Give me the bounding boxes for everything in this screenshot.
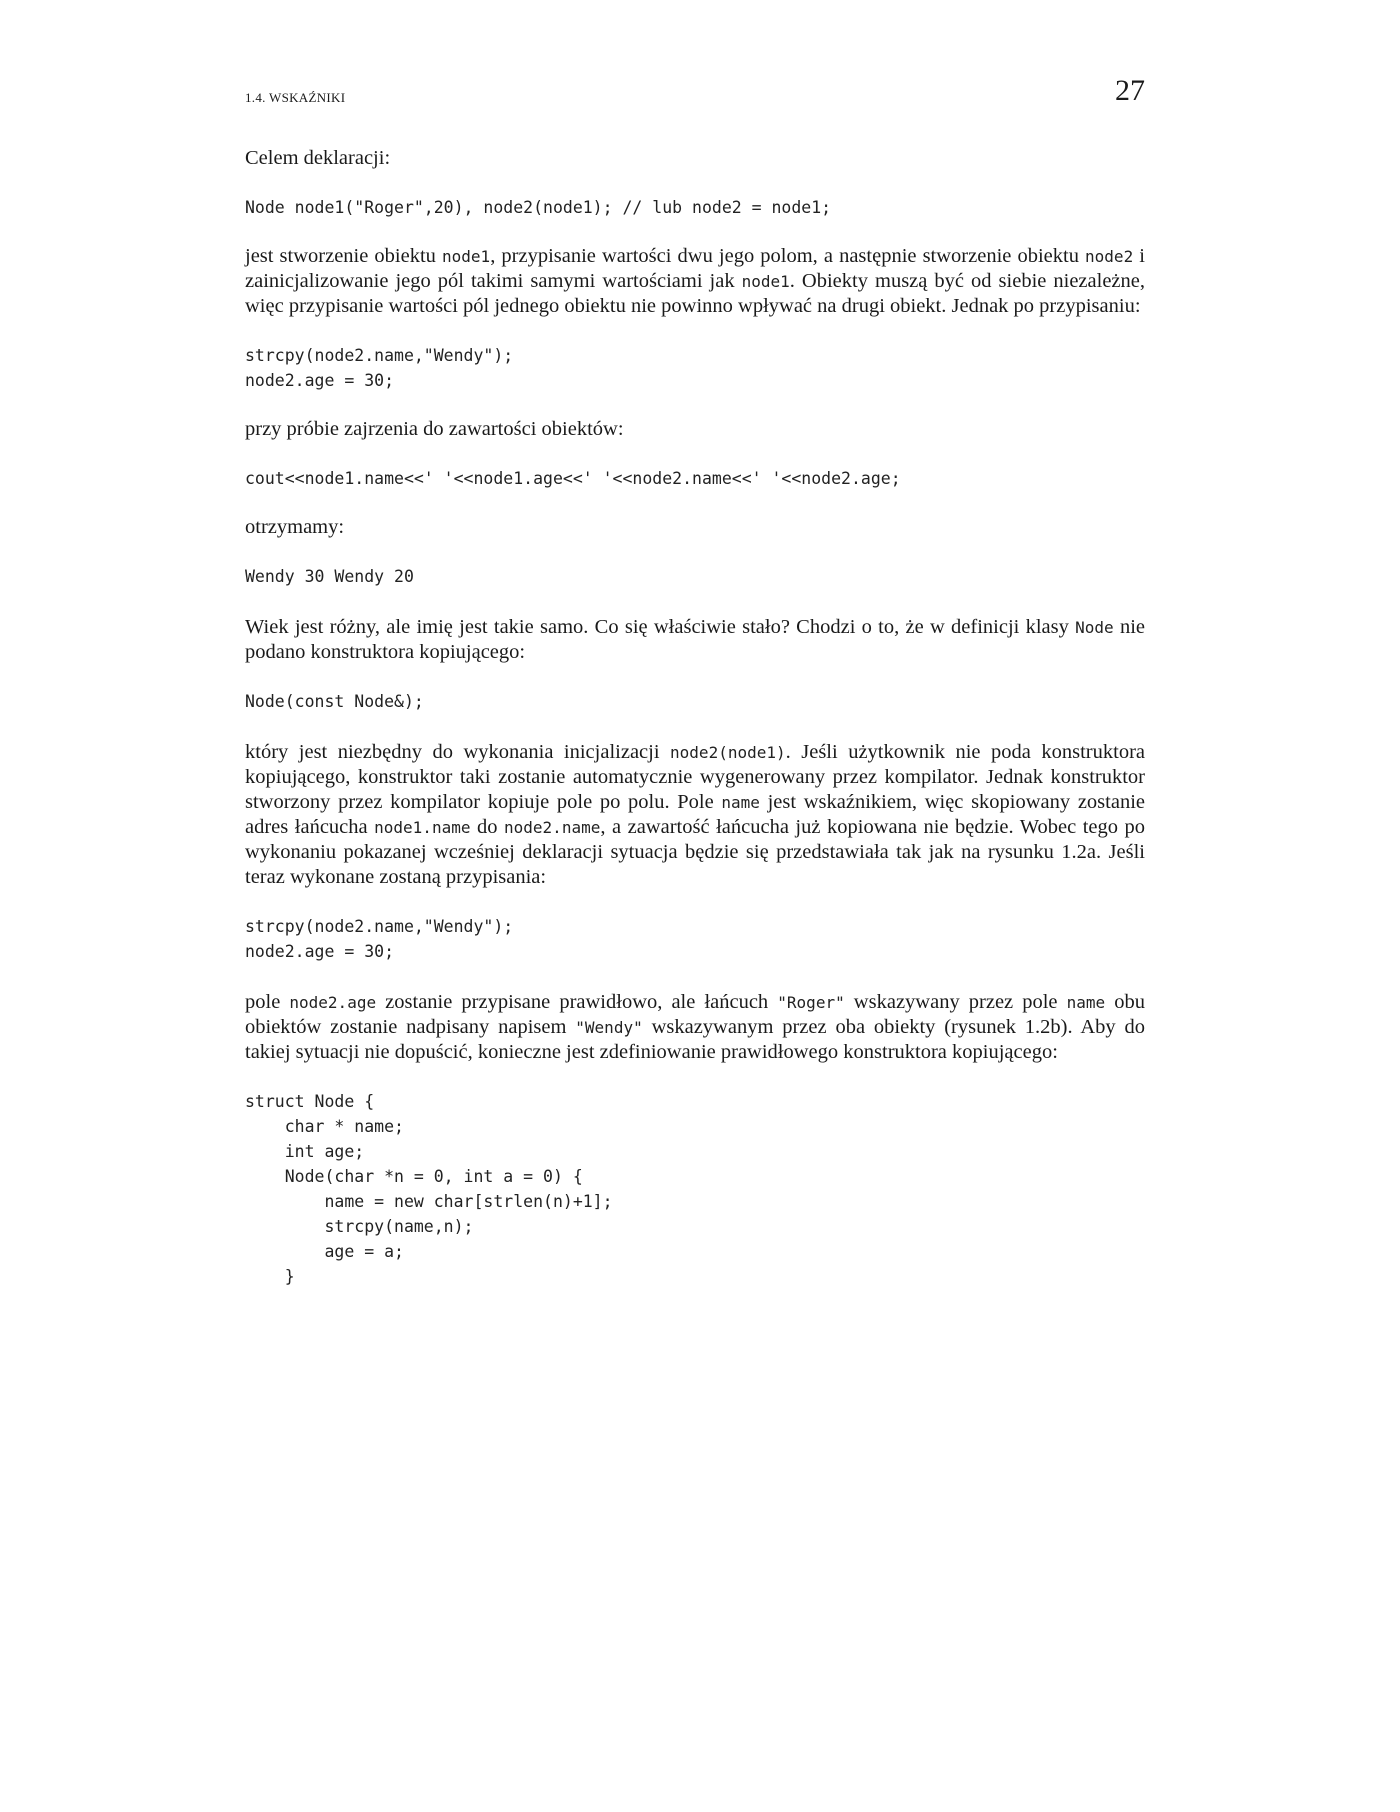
code-assignment: strcpy(node2.name,"Wendy"); node2.age = 30; [245,346,514,390]
paragraph-question: Wiek jest różny, ale imię jest takie samo. Co się właściwie stało? Chodzi o to, że w definicji klasy Node nie podano konstruktora kopiującego: [245,616,1145,663]
page-header [245,74,1145,114]
page-number: 27 [1115,74,1145,107]
inline-code: Node [1075,618,1114,637]
page-body [245,146,1145,1289]
paragraph-intro: Celem deklaracji: [245,147,391,169]
paragraph-explanation: jest stworzenie obiektu node1, przypisanie wartości dwu jego polom, a następnie stworzenie obiektu node2 i zainicjalizowanie jego pól takimi samymi wartościami jak node1. Obiekty muszą być od siebie niezależne, więc przypisanie wartości pól jednego obiektu nie powinno wpływać na drugi obiekt. Jednak po przypisaniu: [245,245,1145,317]
inline-code: "Wendy" [575,1018,643,1037]
running-head: 1.4. WSKAŹNIKI [245,90,346,105]
code-output-statement: cout<<node1.name<<' '<<node1.age<<' '<<node2.name<<' '<<node2.age; [245,469,901,488]
inline-code: node1 [442,247,491,266]
paragraph-copy-constructor: który jest niezbędny do wykonania inicjalizacji node2(node1). Jeśli użytkownik nie poda konstruktora kopiującego, konstruktor taki zostanie automatycznie wygenerowany przez kompilator. Jednak konstruktor stworzony przez kompilator kopiuje pole po polu. Pole name jest wskaźnikiem, więc skopiowany zostanie adres łańcucha node1.name do node2.name, a zawartość łańcucha już kopiowana nie będzie. Wobec tego po wykonaniu pokazanej wcześniej deklaracji sytuacja będzie się przedstawiała tak jak na rysunku 1.2a. Jeśli teraz wykonane zostaną przypisania: [245,741,1146,888]
paragraph-overwrite: pole node2.age zostanie przypisane prawidłowo, ale łańcuch "Roger" wskazywany przez pole name obu obiektów zostanie nadpisany napisem "Wendy" wskazywanym przez oba obiekty (rysunek 1.2b). Aby do takiej sytuacji nie dopuścić, konieczne jest zdefiniowanie prawidłowego konstruktora kopiującego: [245,991,1145,1063]
code-declaration: Node node1("Roger",20), node2(node1); // lub node2 = node1; [245,198,832,217]
inline-code: node2(node1) [670,743,786,762]
code-copy-constructor: Node(const Node&); [245,692,424,711]
code-assignment-2: strcpy(node2.name,"Wendy"); node2.age = 30; [245,917,514,961]
inline-code: name [1066,993,1106,1012]
code-result: Wendy 30 Wendy 20 [245,567,414,586]
paragraph-inspect: przy próbie zajrzenia do zawartości obiektów: [245,418,624,440]
inline-code: node1.name [374,818,471,837]
code-struct-node: struct Node { char * name; int age; Node(char *n = 0, int a = 0) { name = new char[strlen(n)+1]; strcpy(name,n); age = a; } [245,1092,613,1286]
paragraph-result-intro: otrzymamy: [245,516,345,538]
inline-code: node2 [1085,247,1134,266]
inline-code: node2.name [504,818,601,837]
inline-code: "Roger" [777,993,845,1012]
inline-code: name [721,793,760,812]
inline-code: node2.age [289,993,377,1012]
inline-code: node1 [741,272,790,291]
